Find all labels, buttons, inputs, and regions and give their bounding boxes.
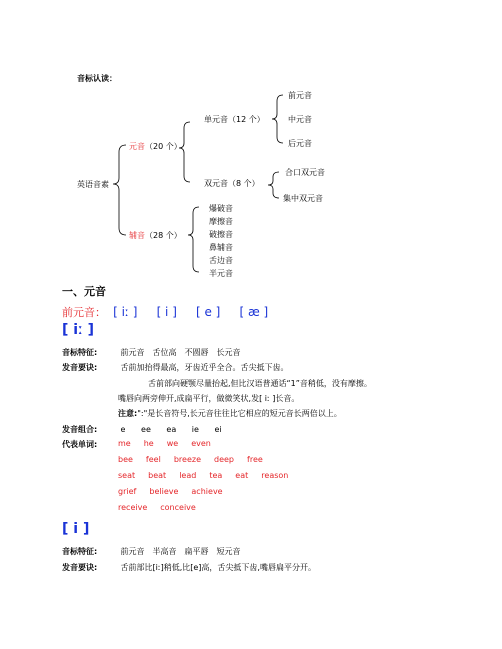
word-combo: e	[191, 439, 197, 448]
front-vowel-line	[62, 301, 268, 320]
word-part: s	[118, 471, 123, 480]
word-combo: e	[148, 439, 154, 448]
ii-pron-label: 发音要诀:	[62, 363, 98, 372]
front-vowel-symbol: [ i ]	[156, 305, 177, 319]
word-part: b	[118, 455, 124, 464]
ii-words-label: 代表单词:	[62, 440, 98, 449]
word-part: r	[261, 471, 265, 480]
ii-combo-label: 发音组合:	[62, 425, 98, 434]
ii-example-word	[118, 503, 147, 512]
word-part: t	[209, 471, 213, 480]
word-combo: ei	[130, 503, 138, 512]
word-combo: e	[173, 439, 179, 448]
word-combo: ea	[153, 471, 164, 480]
vowel-i-title: [ i ]	[62, 521, 90, 537]
ii-example-word	[214, 455, 234, 464]
tree-vowel	[129, 141, 182, 152]
word-combo: ee	[123, 455, 133, 464]
section-heading: 一、元音	[62, 285, 106, 298]
ii-combo-row	[62, 424, 235, 435]
tree-consonant-label: 辅音	[129, 231, 145, 240]
root-bracket	[113, 145, 126, 235]
word-part: fr	[247, 455, 253, 464]
ii-pron-row	[62, 362, 289, 373]
tree-consonant	[129, 230, 182, 241]
ii-example-word	[174, 455, 201, 464]
tree-mono-item: 后元音	[288, 139, 312, 148]
word-part: gr	[118, 487, 127, 496]
word-part: ve	[168, 487, 179, 496]
ii-feature-row	[62, 347, 241, 358]
ii-feature-label: 音标特征:	[62, 348, 98, 357]
ii-example-word	[148, 471, 166, 480]
tree-vowel-label: 元音	[129, 142, 145, 151]
ii-word-line	[118, 471, 301, 480]
word-combo: ee	[252, 455, 263, 464]
tree-monophthong: 单元音（12 个）	[204, 115, 265, 124]
i-pron-text: 舌前部比[iː]稍低,比[e]高，舌尖抵下齿,嘴唇扁平分开。	[120, 563, 316, 572]
diphthong-bracket	[268, 172, 279, 198]
tree-vowel-count: （20 个）	[145, 142, 182, 151]
ii-feature-text: 前元音 舌位高 不圆唇 长元音	[120, 348, 241, 357]
ii-pron-line: 嘴唇向两旁伸开,成扁平行，做微笑状,发[ iː ]长音。	[118, 394, 300, 403]
word-part: t	[245, 471, 249, 480]
tree-diphthong: 双元音（8 个）	[204, 179, 260, 188]
word-part: d	[191, 471, 197, 480]
word-part: p	[228, 455, 234, 464]
ii-note-text: ":"是长音符号,长元音往往比它相应的短元音长两倍以上。	[137, 409, 342, 418]
consonant-bracket	[188, 207, 199, 272]
i-feature-label: 音标特征:	[62, 547, 98, 556]
word-part: son	[274, 471, 289, 480]
word-part: ze	[191, 455, 201, 464]
ii-example-word	[146, 455, 161, 464]
ii-combo: ea	[166, 425, 177, 434]
word-combo: ie	[161, 487, 169, 496]
tree-consonant-item: 摩擦音	[209, 217, 233, 226]
i-feature-row	[62, 546, 241, 557]
ii-example-word	[149, 487, 178, 496]
ii-example-word	[118, 487, 136, 496]
front-vowel-symbol: [ æ ]	[239, 305, 269, 319]
word-part: w	[166, 439, 174, 448]
front-vowel-label: 前元音：	[62, 306, 106, 319]
ii-example-word	[118, 439, 131, 448]
word-combo: ee	[182, 455, 192, 464]
tree-consonant-item: 鼻辅音	[209, 243, 233, 252]
ii-example-word	[160, 503, 196, 512]
word-part: f	[145, 455, 149, 464]
vowel-ii-title: [ iː ]	[62, 322, 95, 338]
word-part: ve	[212, 487, 223, 496]
word-combo: ei	[179, 503, 187, 512]
word-part: ve	[186, 503, 196, 512]
word-part: rec	[118, 503, 131, 512]
word-part: ve	[137, 503, 148, 512]
ii-pron-line: 舌前部向硬颚尽量抬起,但比汉语普通话“1”音稍低，没有摩擦。	[148, 379, 372, 388]
ii-example-word	[167, 439, 178, 448]
ii-combo: ee	[141, 425, 151, 434]
front-vowel-symbol: [ iː ]	[113, 305, 138, 319]
ii-example-word	[235, 471, 248, 480]
ii-example-word	[191, 487, 222, 496]
word-part: br	[173, 455, 183, 464]
ii-note-label: 注意:	[118, 409, 138, 418]
ii-combo: ie	[191, 425, 199, 434]
word-part: conc	[160, 503, 180, 512]
ii-word-line	[118, 487, 236, 496]
word-combo: ea	[264, 471, 275, 480]
ii-word-line	[118, 503, 209, 512]
word-part: bel	[149, 487, 162, 496]
ii-combo: ei	[214, 425, 222, 434]
ii-example-word	[118, 471, 135, 480]
tree-consonant-item: 半元音	[209, 269, 233, 278]
word-combo: ee	[148, 455, 159, 464]
word-part: t	[132, 471, 136, 480]
tree-consonant-count: （28 个）	[145, 231, 182, 240]
tree-consonant-item: 破擦音	[209, 230, 233, 239]
ii-example-word	[118, 455, 133, 464]
ii-combo-list	[121, 425, 235, 434]
word-part: d	[214, 455, 220, 464]
word-part: f	[133, 487, 137, 496]
word-part: h	[143, 439, 149, 448]
vowel-bracket	[179, 122, 190, 182]
word-part: l	[179, 471, 182, 480]
word-part: ach	[191, 487, 206, 496]
ii-word-line	[118, 439, 224, 448]
tree-mono-item: 中元音	[288, 115, 312, 124]
ii-combo: e	[120, 425, 126, 434]
ii-example-word	[144, 439, 154, 448]
ii-example-word	[261, 471, 288, 480]
word-part: ven	[196, 439, 211, 448]
ii-example-word	[179, 471, 196, 480]
i-pron-row	[62, 562, 316, 573]
front-vowel-symbol: [ e ]	[195, 305, 221, 319]
tree-root: 英语音素	[77, 180, 109, 189]
page-title: 音标认读：	[77, 74, 117, 83]
word-part: m	[118, 439, 126, 448]
ii-example-word	[191, 439, 211, 448]
tree-consonant-item: 舌边音	[209, 256, 233, 265]
phoneme-tree-brackets	[0, 0, 502, 300]
tree-diph-item: 合口双元音	[285, 168, 325, 177]
ii-note-row	[118, 408, 342, 419]
word-combo: ee	[219, 455, 229, 464]
i-feature-text: 前元音 半高音 扁平唇 短元音	[120, 547, 241, 556]
ii-example-word	[247, 455, 263, 464]
word-combo: ea	[122, 471, 132, 480]
tree-consonant-item: 爆破音	[209, 204, 233, 213]
word-part: b	[148, 471, 154, 480]
i-pron-label: 发音要诀:	[62, 563, 98, 572]
word-combo: ea	[181, 471, 192, 480]
tree-mono-item: 前元音	[288, 91, 312, 100]
word-combo: e	[125, 439, 131, 448]
ii-word-line	[118, 455, 276, 464]
word-combo: ea	[212, 471, 223, 480]
word-combo: ie	[205, 487, 213, 496]
ii-pron-line: 舌前加抬得最高，牙齿近乎全合。舌尖抵下齿。	[120, 363, 289, 372]
ii-words-label-row	[62, 439, 98, 450]
monophthong-bracket	[272, 95, 283, 143]
word-combo: ea	[235, 471, 246, 480]
word-part: l	[158, 455, 161, 464]
word-combo: ie	[126, 487, 134, 496]
tree-diph-item: 集中双元音	[283, 194, 323, 203]
word-part: t	[163, 471, 167, 480]
ii-example-word	[209, 471, 222, 480]
